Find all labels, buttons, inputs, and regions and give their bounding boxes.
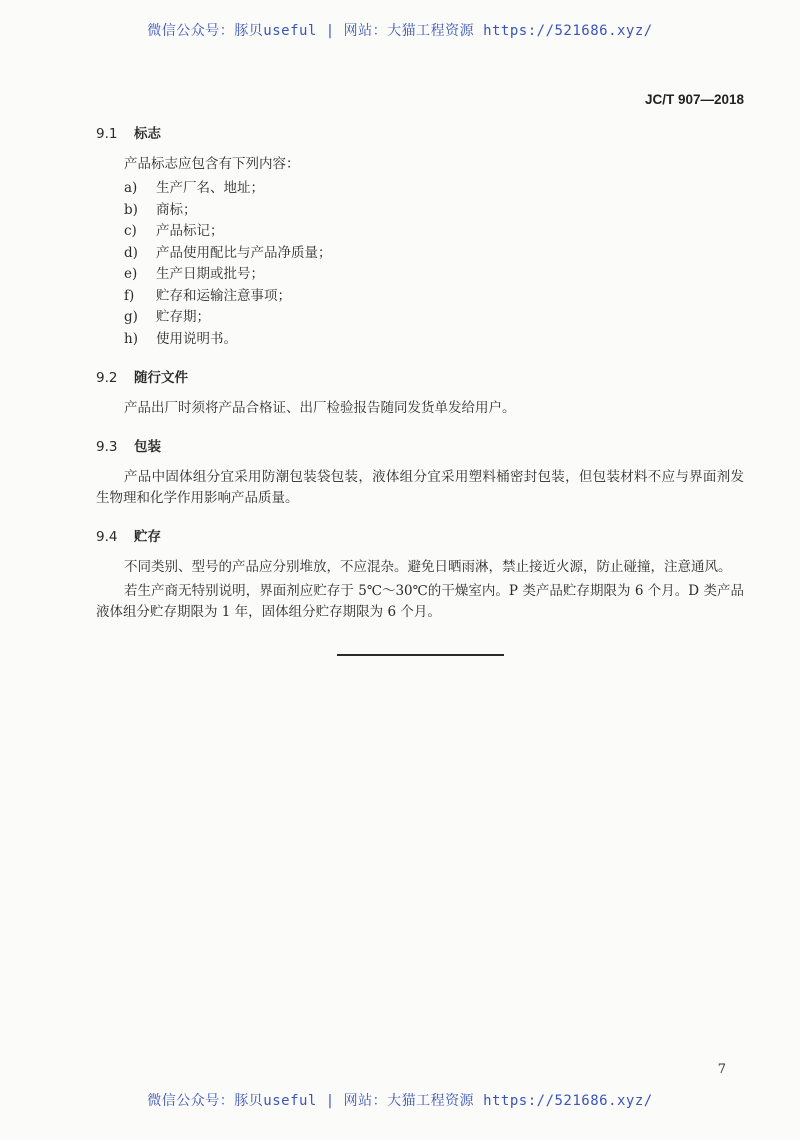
list-item-text: 产品标记； — [156, 223, 224, 239]
section-paragraph: 若生产商无特别说明，界面剂应贮存于 5℃～30℃的干燥室内。P 类产品贮存期限为 6 个月。D 类产品液体组分贮存期限为 1 年，固体组分贮存期限为 6 个月。 — [96, 583, 744, 620]
section-title: 贮存 — [134, 529, 161, 545]
list-marker: g) — [124, 309, 138, 325]
section-heading — [96, 527, 744, 548]
page-number: 7 — [717, 1062, 726, 1077]
section-paragraph: 产品中固体组分宜采用防潮包装袋包装，液体组分宜采用塑料桶密封包装，但包装材料不应与界面剂发生物理和化学作用影响产品质量。 — [96, 469, 744, 506]
watermark-banner-top: 微信公众号：豚贝useful | 网站：大猫工程资源 https://521686.xyz/ — [147, 23, 653, 39]
list-item-text: 贮存期； — [156, 309, 210, 325]
watermark-banner-bottom: 微信公众号：豚贝useful | 网站：大猫工程资源 https://521686.xyz/ — [147, 1093, 653, 1109]
section-title: 标志 — [134, 126, 161, 142]
section-number: 9.4 — [96, 529, 118, 545]
section-number: 9.2 — [96, 370, 118, 386]
list-item-text: 产品使用配比与产品净质量； — [156, 244, 332, 261]
list-marker: e) — [124, 266, 138, 282]
section-9-4 — [96, 527, 744, 623]
list-item — [96, 200, 744, 222]
list-item — [96, 264, 744, 286]
list-marker: a) — [124, 180, 138, 196]
list-marker: f) — [124, 287, 135, 304]
section-number: 9.3 — [96, 439, 118, 455]
section-number: 9.1 — [96, 126, 118, 142]
list-item — [96, 286, 744, 308]
section-heading — [96, 368, 744, 389]
list-item-text: 使用说明书。 — [156, 330, 237, 347]
section-paragraph: 产品出厂时须将产品合格证、出厂检验报告随同发货单发给用户。 — [124, 400, 516, 416]
list-marker: c) — [124, 223, 137, 239]
section-title: 包装 — [134, 439, 161, 455]
section-heading — [96, 437, 744, 458]
section-9-2 — [96, 368, 744, 419]
document-body — [96, 124, 744, 641]
list-marker: b) — [124, 201, 138, 218]
section-title: 随行文件 — [134, 370, 188, 386]
standard-code: JC/T 907—2018 — [644, 92, 744, 107]
list-item — [96, 221, 744, 243]
section-9-1 — [96, 124, 744, 350]
list-item — [96, 178, 744, 200]
marking-list — [96, 178, 744, 350]
end-rule-divider — [337, 654, 504, 656]
list-item-text: 贮存和运输注意事项； — [156, 287, 291, 304]
list-marker: h) — [124, 330, 138, 347]
section-intro: 产品标志应包含有下列内容： — [124, 156, 300, 172]
list-item — [96, 243, 744, 265]
list-item-text: 生产日期或批号； — [156, 266, 264, 282]
section-9-3 — [96, 437, 744, 509]
list-item-text: 商标； — [156, 201, 197, 218]
section-heading — [96, 124, 744, 145]
list-item-text: 生产厂名、地址； — [156, 180, 264, 196]
list-marker: d) — [124, 244, 138, 261]
section-paragraph: 不同类别、型号的产品应分别堆放，不应混杂。避免日晒雨淋，禁止接近火源，防止碰撞，注意通风。 — [124, 559, 732, 575]
list-item — [96, 307, 744, 329]
list-item — [96, 329, 744, 351]
